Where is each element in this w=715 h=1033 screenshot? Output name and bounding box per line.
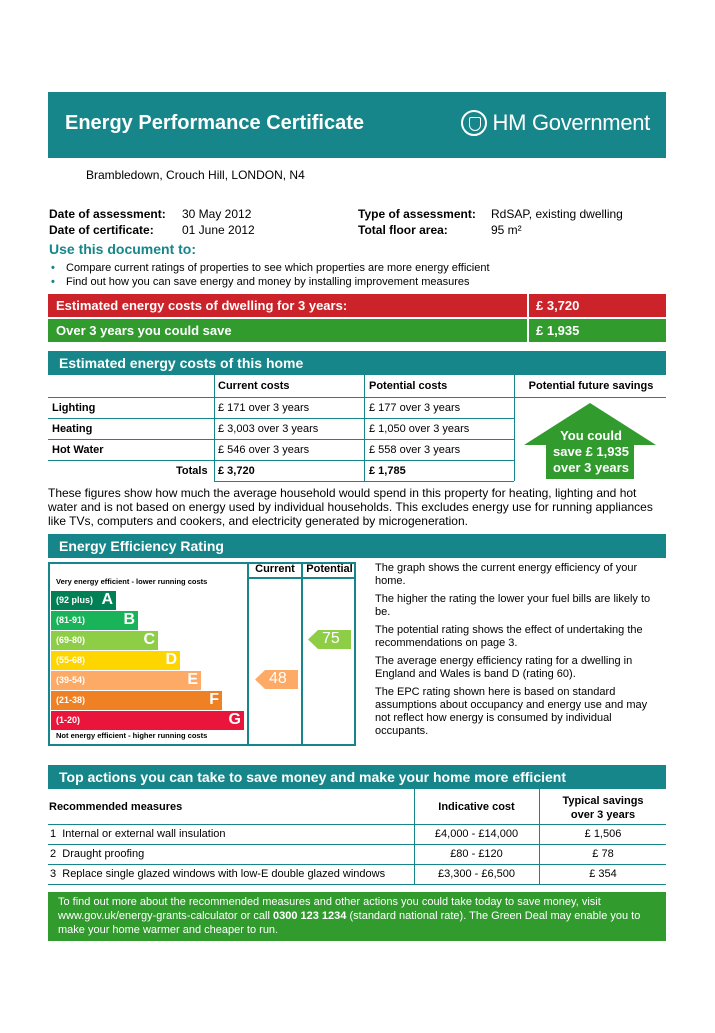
measure-saving: £ 354 (589, 868, 617, 880)
rating-paragraph: The average energy efficiency rating for a dwelling in England and Wales is band D (rating 60). (375, 655, 633, 680)
band-g (51, 711, 244, 730)
measure-saving: £ 78 (592, 848, 614, 860)
phone-number: 0300 123 1234 (273, 910, 347, 922)
column-header-savings (540, 794, 666, 822)
band-letter: A (101, 591, 113, 608)
row-label-heating: Heating (52, 423, 93, 435)
use-document-title: Use this document to: (49, 241, 197, 257)
chart-caption-top: Very energy efficient - lower running costs (56, 577, 208, 586)
savings-callout-line: You could (560, 428, 622, 443)
column-header-line: over 3 years (570, 809, 636, 821)
estimated-cost-value: £ 3,720 (536, 298, 580, 313)
band-e (51, 671, 201, 690)
band-range: (21-38) (56, 695, 86, 705)
divider (301, 562, 303, 746)
chart-caption-bottom: Not energy efficient - higher running costs (56, 731, 208, 740)
savings-callout-line: save £ 1,935 (553, 444, 629, 459)
divider (48, 864, 666, 865)
hm-government-logo (461, 110, 650, 136)
column-header-savings: Potential future savings (528, 380, 654, 392)
divider (48, 418, 514, 419)
savings-callout (545, 428, 637, 476)
date-of-assessment: 30 May 2012 (182, 207, 252, 221)
date-of-certificate: 01 June 2012 (182, 223, 255, 237)
date-of-assessment-label: Date of assessment: (49, 207, 166, 221)
table-row (50, 868, 385, 880)
divider (514, 375, 515, 481)
divider (247, 577, 356, 579)
band-range: (55-68) (56, 655, 86, 665)
footer-banner (48, 892, 666, 941)
list-item: • Compare current ratings of properties to see which properties are more energy efficient (49, 261, 490, 275)
heating-potential: £ 1,050 over 3 years (369, 423, 470, 435)
rating-current-header: Current (255, 563, 295, 575)
rating-explanation (375, 562, 665, 743)
current-rating-marker (255, 670, 298, 689)
heating-current: £ 3,003 over 3 years (218, 423, 319, 435)
lighting-current: £ 171 over 3 years (218, 402, 310, 414)
actions-section-title: Top actions you can take to save money and make your home more efficient (48, 765, 666, 789)
band-letter: F (209, 691, 219, 708)
footer-line: To find out more about the recommended measures and other actions you could take today to save money, visit (58, 896, 601, 908)
totals-label: Totals (176, 465, 208, 477)
measure-name: Draught proofing (62, 848, 145, 860)
type-of-assessment: RdSAP, existing dwelling (491, 207, 623, 221)
savings-value: £ 1,935 (536, 323, 580, 338)
band-letter: G (228, 711, 241, 728)
divider (364, 375, 365, 481)
totals-current: £ 3,720 (218, 465, 255, 477)
divider (48, 844, 666, 845)
list-item: • Find out how you can save energy and money by installing improvement measures (49, 275, 490, 289)
band-c (51, 631, 158, 650)
band-f (51, 691, 222, 710)
divider (48, 439, 514, 440)
footer-line (58, 909, 666, 923)
divider (48, 824, 666, 825)
divider (48, 397, 666, 398)
table-row (50, 828, 226, 840)
column-header-measures: Recommended measures (49, 801, 183, 813)
rating-potential-header: Potential (306, 563, 353, 575)
savings-callout-line: over 3 years (553, 460, 629, 475)
page-title: Energy Performance Certificate (65, 112, 365, 134)
footer-line: make your home warmer and cheaper to run. (58, 924, 279, 936)
rating-paragraph: The higher the rating the lower your fuel bills are likely to be. (375, 593, 651, 618)
band-range: (92 plus) (56, 595, 94, 605)
band-range: (69-80) (56, 635, 86, 645)
row-label-hot-water: Hot Water (52, 444, 104, 456)
lighting-potential: £ 177 over 3 years (369, 402, 461, 414)
royal-crest-icon (461, 110, 487, 136)
measure-cost: £3,300 - £6,500 (437, 868, 516, 880)
costs-section-title: Estimated energy costs of this home (48, 351, 666, 375)
divider (214, 375, 215, 481)
property-address: Brambledown, Crouch Hill, LONDON, N4 (86, 168, 305, 182)
savings-bar (48, 319, 666, 342)
government-label: HM Government (492, 110, 650, 135)
hot-water-current: £ 546 over 3 years (218, 444, 310, 456)
estimated-cost-label: Estimated energy costs of dwelling for 3 years: (56, 298, 348, 313)
assessment-dates (49, 206, 255, 238)
rating-paragraph: The EPC rating shown here is based on standard assumptions about occupancy and energy use and may not reflect how energy is consumed by individual occupants. (375, 686, 648, 737)
potential-rating-marker (308, 630, 351, 649)
band-letter: B (123, 611, 135, 628)
band-letter: C (143, 631, 155, 648)
grants-calculator-link[interactable]: www.gov.uk/energy-grants-calculator or call (58, 910, 273, 922)
rating-paragraph: The graph shows the current energy efficiency of your home. (375, 562, 638, 587)
column-header-potential: Potential costs (369, 380, 448, 392)
band-letter: E (187, 671, 198, 688)
floor-area: 95 m² (491, 223, 522, 237)
costs-note: These figures show how much the average household would spend in this property for heating, lighting and hot water and is not based on energy used by individual households. This excludes energy use for running appliances like TVs, computers and cookers, and electricity generated by microgeneration. (48, 486, 653, 528)
floor-area-label: Total floor area: (358, 223, 448, 237)
measure-cost: £80 - £120 (450, 848, 503, 860)
column-header-line: Typical savings (562, 795, 644, 807)
measure-cost: £4,000 - £14,000 (434, 828, 519, 840)
hot-water-potential: £ 558 over 3 years (369, 444, 461, 456)
assessment-info (358, 206, 623, 238)
table-row (50, 848, 144, 860)
measure-name: Replace single glazed windows with low-E double glazed windows (62, 868, 386, 880)
divider (527, 319, 529, 342)
date-of-certificate-label: Date of certificate: (49, 223, 154, 237)
divider (214, 481, 514, 482)
band-letter: D (165, 651, 177, 668)
band-d (51, 651, 180, 670)
divider (48, 884, 666, 885)
totals-potential: £ 1,785 (369, 465, 406, 477)
row-number: 2 (50, 848, 57, 860)
divider (527, 294, 529, 317)
row-number: 1 (50, 828, 57, 840)
type-of-assessment-label: Type of assessment: (358, 207, 476, 221)
band-range: (39-54) (56, 675, 86, 685)
footer-text: (standard national rate). The Green Deal may enable you to (346, 910, 641, 922)
savings-label: Over 3 years you could save (56, 323, 232, 338)
row-label-lighting: Lighting (52, 402, 96, 414)
measure-name: Internal or external wall insulation (62, 828, 226, 840)
divider (247, 562, 249, 746)
estimated-cost-bar (48, 294, 666, 317)
band-b (51, 611, 138, 630)
certificate-header (48, 92, 666, 158)
band-range: (81-91) (56, 615, 86, 625)
band-range: (1-20) (56, 715, 81, 725)
column-header-current: Current costs (218, 380, 290, 392)
row-number: 3 (50, 868, 57, 880)
measure-saving: £ 1,506 (584, 828, 622, 840)
current-rating-value: 48 (269, 670, 287, 687)
potential-rating-value: 75 (322, 630, 340, 647)
divider (48, 460, 514, 461)
rating-paragraph: The potential rating shows the effect of undertaking the recommendations on page 3. (375, 624, 643, 649)
use-document-list (49, 261, 490, 289)
column-header-cost: Indicative cost (438, 801, 515, 813)
rating-section-title: Energy Efficiency Rating (48, 534, 666, 558)
band-a (51, 591, 116, 610)
